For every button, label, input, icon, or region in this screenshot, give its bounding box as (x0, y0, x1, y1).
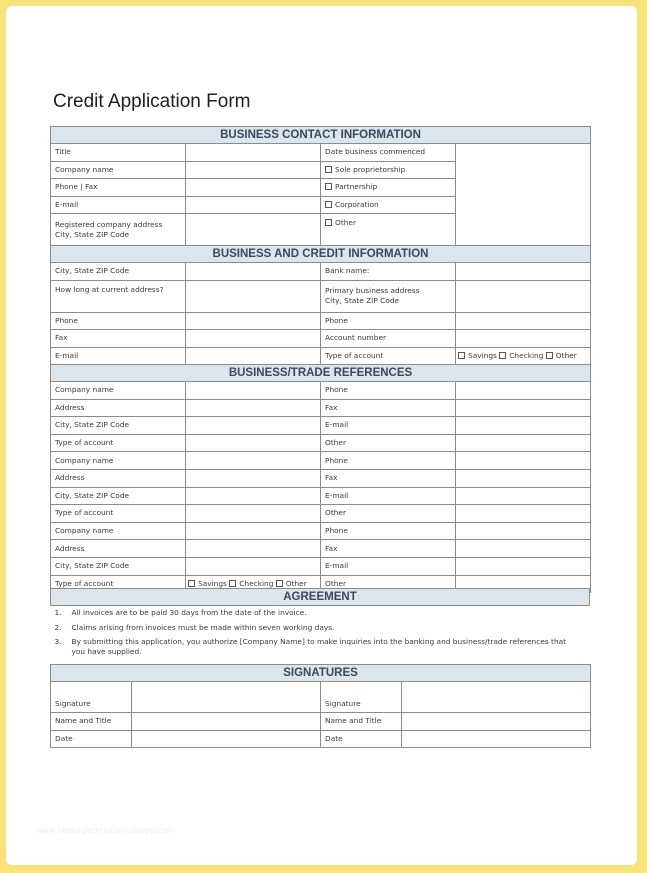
label-title: Title (51, 144, 186, 162)
label-phone: Phone (321, 382, 456, 400)
option-sole-proprietorship[interactable]: Sole proprietorship (321, 161, 456, 179)
label-city-state-zip: City, State ZIP Code (51, 487, 186, 505)
ref3-account-type-options: Savings Checking Other (186, 575, 321, 593)
ref2-account-type-field[interactable] (186, 505, 321, 523)
label-signature: Signature (51, 682, 132, 713)
ref1-city-field[interactable] (186, 417, 321, 435)
business-contact-table (50, 126, 591, 246)
label-city-state-zip: City, State ZIP Code (51, 557, 186, 575)
label-type-of-account: Type of account (51, 505, 186, 523)
ref3-city-field[interactable] (186, 557, 321, 575)
label-address: Address (51, 469, 186, 487)
label-name-title: Name and Title (51, 713, 132, 731)
phone-field[interactable] (186, 312, 321, 330)
table-row (51, 417, 591, 435)
label-other: Other (321, 505, 456, 523)
section-header-signatures: SIGNATURES (51, 665, 591, 682)
other-checkbox[interactable] (546, 352, 553, 359)
ref1-other-field[interactable] (456, 434, 591, 452)
table-row (51, 452, 591, 470)
label-email: E-mail (321, 417, 456, 435)
option-partnership[interactable]: Partnership (321, 179, 456, 197)
label-other: Other (321, 575, 456, 593)
label-fax: Fax (51, 330, 186, 348)
signatures-table (50, 664, 591, 748)
label-bank-name: Bank name: (321, 263, 456, 281)
ref2-city-field[interactable] (186, 487, 321, 505)
ref3-company-name-field[interactable] (186, 522, 321, 540)
phone-fax-field[interactable] (186, 179, 321, 197)
savings-checkbox[interactable] (458, 352, 465, 359)
ref3-address-field[interactable] (186, 540, 321, 558)
checkbox-icon[interactable] (325, 201, 332, 208)
label-company-name: Company name (51, 522, 186, 540)
label-city-state-zip: City, State ZIP Code (51, 263, 186, 281)
checkbox-icon[interactable] (325, 219, 332, 226)
ref2-phone-field[interactable] (456, 452, 591, 470)
date-field-right[interactable] (402, 730, 591, 748)
label-other: Other (321, 434, 456, 452)
date-commenced-field[interactable] (456, 144, 591, 246)
label-type-of-account: Type of account (321, 347, 456, 365)
label-email: E-mail (51, 196, 186, 214)
label-address: Address (51, 540, 186, 558)
table-row (51, 540, 591, 558)
label-date: Date (51, 730, 132, 748)
option-corporation[interactable]: Corporation (321, 196, 456, 214)
checking-checkbox[interactable] (229, 580, 236, 587)
section-header-agreement: AGREEMENT (51, 589, 590, 606)
table-row (51, 399, 591, 417)
checkbox-icon[interactable] (325, 183, 332, 190)
bank-name-field[interactable] (456, 263, 591, 281)
label-type-of-account: Type of account (51, 434, 186, 452)
agreement-item: 3. By submitting this application, you authorize [Company Name] to make inquiries into the banking and business/trade references that you have supplied. (54, 636, 567, 656)
label-fax: Fax (321, 469, 456, 487)
checking-checkbox[interactable] (499, 352, 506, 359)
label-name-title: Name and Title (321, 713, 402, 731)
ref2-address-field[interactable] (186, 469, 321, 487)
ref1-fax-field[interactable] (456, 399, 591, 417)
label-how-long: How long at current address? (51, 280, 186, 312)
primary-bank-address-field[interactable] (456, 280, 591, 312)
account-type-options: Savings Checking Other (456, 347, 591, 365)
form-page (6, 6, 637, 865)
label-phone: Phone (51, 312, 186, 330)
option-other[interactable]: Other (321, 214, 456, 246)
label-primary-bank-address: Primary business address City, State ZIP Code (321, 280, 456, 312)
ref1-account-type-field[interactable] (186, 434, 321, 452)
page-title: Credit Application Form (53, 91, 251, 112)
label-phone-fax: Phone | Fax (51, 179, 186, 197)
bank-phone-field[interactable] (456, 312, 591, 330)
ref3-phone-field[interactable] (456, 522, 591, 540)
ref2-fax-field[interactable] (456, 469, 591, 487)
label-fax: Fax (321, 399, 456, 417)
watermark: www.heritagechristiancollege.com (36, 826, 174, 835)
table-row (51, 487, 591, 505)
company-name-field[interactable] (186, 161, 321, 179)
agreement-section (50, 588, 590, 659)
name-title-field-left[interactable] (132, 713, 321, 731)
label-date: Date (321, 730, 402, 748)
label-signature: Signature (321, 682, 402, 713)
business-credit-table (50, 245, 591, 365)
label-email: E-mail (51, 347, 186, 365)
label-phone: Phone (321, 452, 456, 470)
table-row (51, 434, 591, 452)
checkbox-icon[interactable] (325, 166, 332, 173)
date-field-left[interactable] (132, 730, 321, 748)
section-header-business-contact: BUSINESS CONTACT INFORMATION (51, 127, 591, 144)
ref2-email-field[interactable] (456, 487, 591, 505)
ref2-company-name-field[interactable] (186, 452, 321, 470)
other-checkbox[interactable] (276, 580, 283, 587)
label-fax: Fax (321, 540, 456, 558)
label-company-name: Company name (51, 161, 186, 179)
ref3-email-field[interactable] (456, 557, 591, 575)
label-company-name: Company name (51, 382, 186, 400)
ref1-phone-field[interactable] (456, 382, 591, 400)
savings-checkbox[interactable] (188, 580, 195, 587)
section-header-references: BUSINESS/TRADE REFERENCES (51, 365, 591, 382)
account-number-field[interactable] (456, 330, 591, 348)
section-header-business-credit: BUSINESS AND CREDIT INFORMATION (51, 246, 591, 263)
ref1-company-name-field[interactable] (186, 382, 321, 400)
table-row (51, 505, 591, 523)
ref3-fax-field[interactable] (456, 540, 591, 558)
label-date-commenced: Date business commenced (321, 144, 456, 162)
email-field[interactable] (186, 347, 321, 365)
label-registered-address: Registered company address City, State ZIP Code (51, 214, 186, 246)
ref2-other-field[interactable] (456, 505, 591, 523)
signature-field-right[interactable] (402, 682, 591, 713)
table-row (51, 557, 591, 575)
ref1-address-field[interactable] (186, 399, 321, 417)
references-table (50, 364, 591, 593)
registered-address-field[interactable] (186, 214, 321, 246)
ref1-email-field[interactable] (456, 417, 591, 435)
label-account-number: Account number (321, 330, 456, 348)
label-type-of-account: Type of account (51, 575, 186, 593)
table-row (51, 469, 591, 487)
label-address: Address (51, 399, 186, 417)
label-company-name: Company name (51, 452, 186, 470)
title-field[interactable] (186, 144, 321, 162)
table-row (51, 522, 591, 540)
label-city-state-zip: City, State ZIP Code (51, 417, 186, 435)
signature-field-left[interactable] (132, 682, 321, 713)
agreement-item: 1. All invoices are to be paid 30 days from the date of the invoice. (54, 608, 307, 618)
agreement-item: 2. Claims arising from invoices must be made within seven working days. (54, 622, 335, 632)
fax-field[interactable] (186, 330, 321, 348)
email-field[interactable] (186, 196, 321, 214)
label-email: E-mail (321, 487, 456, 505)
city-state-zip-field[interactable] (186, 263, 321, 281)
label-phone: Phone (321, 522, 456, 540)
how-long-field[interactable] (186, 280, 321, 312)
label-bank-phone: Phone (321, 312, 456, 330)
label-email: E-mail (321, 557, 456, 575)
table-row (51, 382, 591, 400)
name-title-field-right[interactable] (402, 713, 591, 731)
